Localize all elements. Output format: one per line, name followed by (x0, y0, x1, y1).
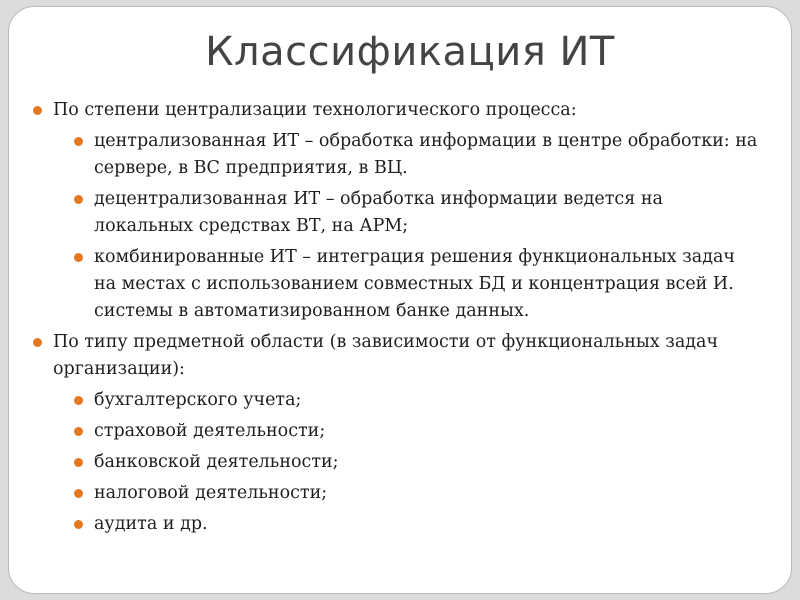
bullet-icon (74, 137, 83, 146)
list-item-text: аудита и др. (94, 514, 208, 534)
slide-title: Классификация ИТ (205, 29, 615, 75)
list-item (29, 128, 761, 182)
section-heading (29, 329, 761, 383)
section-heading (29, 97, 761, 124)
bullet-icon (74, 489, 83, 498)
list-item-text: централизованная ИТ – обработка информации в центре обработки: на сервере, в ВС предприятия, в ВЦ. (94, 131, 758, 178)
bullet-icon (33, 338, 42, 347)
bullet-icon (33, 106, 42, 115)
list-item (29, 418, 761, 445)
bullet-icon (74, 253, 83, 262)
section-heading-text: По степени централизации технологического процесса: (53, 100, 577, 120)
bullet-icon (74, 396, 83, 405)
list-item-text: комбинированные ИТ – интеграция решения функциональных задач на местах с использованием совместных БД и концентрация всей И. системы в автоматизированном банке данных. (94, 247, 735, 321)
list-item (29, 449, 761, 476)
bullet-icon (74, 458, 83, 467)
list-item-text: банковской деятельности; (94, 452, 339, 472)
bullet-icon (74, 427, 83, 436)
list-item-text: децентрализованная ИТ – обработка информации ведется на локальных средствах ВТ, на АРМ; (94, 189, 663, 236)
slide-content (29, 97, 761, 538)
list-item (29, 186, 761, 240)
list-item (29, 511, 761, 538)
slide (8, 6, 792, 594)
list-item-text: бухгалтерского учета; (94, 390, 302, 410)
bullet-icon (74, 520, 83, 529)
section-heading-text: По типу предметной области (в зависимости от функциональных задач организации): (53, 332, 719, 379)
list-item (29, 480, 761, 507)
list-item-text: налоговой деятельности; (94, 483, 328, 503)
list-item (29, 244, 761, 325)
bullet-icon (74, 195, 83, 204)
list-item-text: страховой деятельности; (94, 421, 326, 441)
list-item (29, 387, 761, 414)
